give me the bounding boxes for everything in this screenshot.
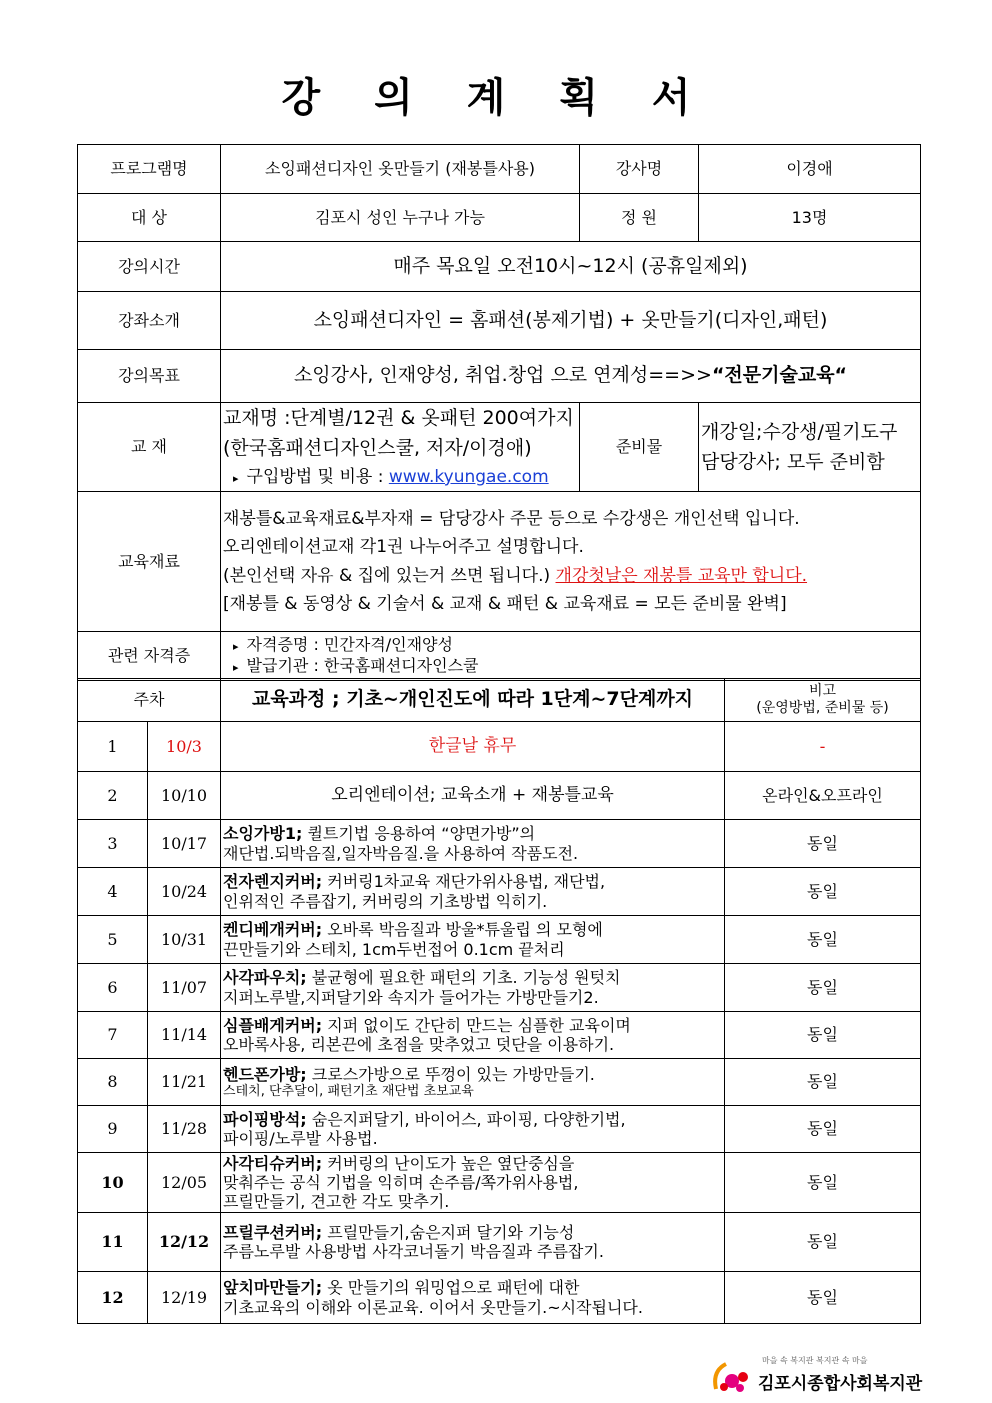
cert-line-2: ▸ 발급기관 : 한국홈패션디자인스쿨 xyxy=(223,656,918,677)
course-line-1 xyxy=(223,1016,722,1035)
course-desc-1: 퀼트기법 응용하여 “양면가방”의 xyxy=(302,824,536,844)
course-content xyxy=(221,1012,725,1059)
course-content xyxy=(221,820,725,868)
instructor-value: 이경애 xyxy=(699,145,921,194)
course-note: 동일 xyxy=(725,1059,921,1106)
week-date: 11/07 xyxy=(148,964,221,1012)
week-date: 12/05 xyxy=(148,1153,221,1213)
course-title: 사각티슈커버; xyxy=(223,1153,323,1173)
textbook-label: 교 재 xyxy=(78,403,221,492)
goal-text: 소잉강사, 인재양성, 취업.창업 으로 연계성==>> xyxy=(293,364,712,387)
week-date: 12/19 xyxy=(148,1272,221,1324)
course-note: - xyxy=(725,722,921,772)
course-note: 동일 xyxy=(725,1106,921,1153)
week-number: 4 xyxy=(78,868,148,916)
week-number: 10 xyxy=(78,1153,148,1213)
week-number: 7 xyxy=(78,1012,148,1059)
course-line-1 xyxy=(223,1065,722,1084)
course-desc-2: 재단법.되박음질,일자박음질.을 사용하여 작품도전. xyxy=(223,843,579,863)
schedule-row xyxy=(78,916,921,964)
goal-value xyxy=(221,350,921,403)
course-desc-1: 옷 만들기의 워밍업으로 패턴에 대한 xyxy=(322,1278,580,1298)
schedule-row xyxy=(78,964,921,1012)
textbook-line-2: (한국홈패션디자인스쿨, 저자/이경애) xyxy=(223,437,532,460)
week-number: 12 xyxy=(78,1272,148,1324)
time-label: 강의시간 xyxy=(78,242,221,292)
course-desc-1: 크로스가방으로 뚜껑이 있는 가방만들기. xyxy=(306,1064,595,1084)
org-logo xyxy=(706,1353,926,1399)
material-line-2: 오리엔테이션교재 각1권 나누어주고 설명합니다. xyxy=(223,537,584,558)
course-content xyxy=(221,1213,725,1272)
week-date: 10/31 xyxy=(148,916,221,964)
material-label: 교육재료 xyxy=(78,492,221,632)
schedule-row xyxy=(78,722,921,772)
goal-emphasis: “전문기술교육“ xyxy=(711,364,848,387)
course-desc-1: 커버링의 난이도가 높은 옆단중심을 xyxy=(322,1153,575,1173)
course-note: 동일 xyxy=(725,916,921,964)
prep-label: 준비물 xyxy=(580,403,699,492)
course-header: 교육과정 ; 기초~개인진도에 따라 1단계~7단계까지 xyxy=(221,679,725,722)
course-desc-2: 끈만들기와 스테치, 1cm두번접어 0.1cm 끝처리 xyxy=(223,939,565,959)
course-content xyxy=(221,1153,725,1213)
course-line-1 xyxy=(223,920,722,939)
week-number: 3 xyxy=(78,820,148,868)
course-note: 온라인&오프라인 xyxy=(725,772,921,820)
logo-mark-icon xyxy=(710,1359,754,1395)
schedule-row xyxy=(78,1012,921,1059)
course-note: 동일 xyxy=(725,868,921,916)
textbook-purchase-text: 구입방법 및 비용 : xyxy=(246,466,384,487)
course-note: 동일 xyxy=(725,964,921,1012)
material-value xyxy=(221,492,921,632)
course-desc-2: 인위적인 주름잡기, 커버링의 기초방법 익히기. xyxy=(223,891,548,911)
material-line-3-text: (본인선택 자유 & 집에 있는거 쓰면 됩니다.) xyxy=(223,565,551,586)
course-title: 켄디베개커버; xyxy=(223,920,323,940)
course-title: 헨드폰가방; xyxy=(223,1064,307,1084)
textbook-line-3 xyxy=(223,464,577,491)
program-value: 소잉패션디자인 옷만들기 (재봉틀사용) xyxy=(221,145,580,194)
target-value: 김포시 성인 누구나 가능 xyxy=(221,194,580,242)
textbook-value xyxy=(221,403,580,492)
course-desc-1: 숨은지퍼달기, 바이어스, 파이핑, 다양한기법, xyxy=(306,1109,626,1129)
week-date: 10/24 xyxy=(148,868,221,916)
prep-value xyxy=(699,403,921,492)
course-title: 소잉가방1; xyxy=(223,824,303,844)
week-number: 2 xyxy=(78,772,148,820)
course-line-1 xyxy=(223,968,722,987)
course-title: 앞치마만들기; xyxy=(223,1278,323,1298)
course-desc-2: 지퍼노루발,지퍼달기와 속지가 들어가는 가방만들기2. xyxy=(223,987,599,1007)
course-content: 오리엔테이션; 교육소개 + 재봉틀교육 xyxy=(221,772,725,820)
week-date: 11/28 xyxy=(148,1106,221,1153)
material-line-1: 재봉틀&교육재료&부자재 = 담당강사 주문 등으로 수강생은 개인선택 입니다. xyxy=(223,509,800,530)
week-header: 주차 xyxy=(78,679,221,722)
week-number: 8 xyxy=(78,1059,148,1106)
course-content xyxy=(221,868,725,916)
intro-value: 소잉패션디자인 = 홈패션(봉제기법) + 옷만들기(디자인,패턴) xyxy=(221,292,921,350)
course-line-1 xyxy=(223,1110,722,1129)
course-desc-2: 파이핑/노루발 사용법. xyxy=(223,1129,378,1148)
course-line-1 xyxy=(223,1278,722,1297)
course-line-1 xyxy=(223,872,722,891)
course-desc-2: 스테치, 단추달이, 패턴기초 재단법 초보교육 xyxy=(223,1083,474,1099)
cert-label: 관련 자격증 xyxy=(78,632,221,681)
course-content xyxy=(221,1106,725,1153)
capacity-label: 정 원 xyxy=(580,194,699,242)
course-title: 전자렌지커버; xyxy=(223,872,323,892)
course-title: 심플배게커버; xyxy=(223,1015,323,1035)
prep-line-1: 개강일;수강생/필기도구 xyxy=(701,420,898,443)
week-number: 9 xyxy=(78,1106,148,1153)
program-label: 프로그램명 xyxy=(78,145,221,194)
logo-name: 김포시종합사회복지관 xyxy=(758,1374,923,1394)
course-line-1 xyxy=(223,824,722,843)
schedule-row xyxy=(78,868,921,916)
week-date: 11/14 xyxy=(148,1012,221,1059)
schedule-table xyxy=(77,678,921,1324)
week-date: 10/3 xyxy=(148,722,221,772)
textbook-link[interactable]: www.kyungae.com xyxy=(388,466,549,487)
course-desc-1: 오바록 박음질과 방울*튜울립 의 모형에 xyxy=(322,920,603,940)
course-note: 동일 xyxy=(725,1153,921,1213)
week-number: 6 xyxy=(78,964,148,1012)
note-header-2: (운영방법, 준비물 등) xyxy=(756,700,889,716)
course-content xyxy=(221,964,725,1012)
course-content xyxy=(221,916,725,964)
cert-value xyxy=(221,632,921,681)
week-number: 1 xyxy=(78,722,148,772)
note-header-1: 비고 xyxy=(808,683,837,700)
course-note: 동일 xyxy=(725,1012,921,1059)
cert-line-1: ▸ 자격증명 : 민간자격/인재양성 xyxy=(223,635,918,656)
course-desc-1: 프릴만들기,숨은지퍼 달기와 기능성 xyxy=(322,1222,575,1242)
schedule-row xyxy=(78,772,921,820)
course-content xyxy=(221,1059,725,1106)
schedule-row xyxy=(78,1153,921,1213)
capacity-value: 13명 xyxy=(699,194,921,242)
schedule-row xyxy=(78,1106,921,1153)
instructor-label: 강사명 xyxy=(580,145,699,194)
course-desc-2: 기초교육의 이해와 이론교육. 이어서 옷만들기.~시작됩니다. xyxy=(223,1297,643,1317)
course-title: 사각파우치; xyxy=(223,968,307,988)
page-title: 강 의 계 획 서 xyxy=(281,74,711,121)
course-desc-2: 주름노루발 사용방법 사각코너돌기 박음질과 주름잡기. xyxy=(223,1242,604,1261)
course-title: 프릴쿠션커버; xyxy=(223,1222,323,1242)
note-header xyxy=(725,679,921,722)
course-desc-2: 오바록사용, 리본끈에 초점을 맞추었고 덧단을 이용하기. xyxy=(223,1035,615,1054)
schedule-row xyxy=(78,820,921,868)
course-content: 한글날 휴무 xyxy=(221,722,725,772)
week-date: 12/12 xyxy=(148,1213,221,1272)
course-content xyxy=(221,1272,725,1324)
schedule-row xyxy=(78,1272,921,1324)
course-note: 동일 xyxy=(725,820,921,868)
week-date: 10/17 xyxy=(148,820,221,868)
prep-line-2: 담당강사; 모두 준비함 xyxy=(701,451,885,473)
course-title: 파이핑방석; xyxy=(223,1109,307,1129)
time-value: 매주 목요일 오전10시~12시 (공휴일제외) xyxy=(221,242,921,292)
course-desc-1: 지퍼 없이도 간단히 만드는 심플한 교육이며 xyxy=(322,1015,631,1035)
course-desc-1: 불균형에 필요한 패턴의 기초. 기능성 원텃치 xyxy=(306,968,621,988)
material-line-4: [재봉틀 & 동영상 & 기술서 & 교재 & 패턴 & 교육재료 = 모든 준비물 완벽] xyxy=(223,593,787,614)
course-desc-2: 맞춰주는 공식 기법을 익히며 손주름/쪽가위사용법, xyxy=(223,1172,579,1192)
week-date: 11/21 xyxy=(148,1059,221,1106)
course-line-1 xyxy=(223,1223,722,1242)
week-number: 5 xyxy=(78,916,148,964)
logo-tagline: 마을 속 복지관 복지관 속 마을 xyxy=(762,1356,868,1365)
textbook-line-1: 교재명 :단계별/12권 & 옷패턴 200여가지 xyxy=(223,407,574,430)
course-desc-3: 프릴만들기, 견고한 각도 맞추기. xyxy=(223,1192,450,1212)
intro-label: 강좌소개 xyxy=(78,292,221,350)
course-note: 동일 xyxy=(725,1213,921,1272)
goal-label: 강의목표 xyxy=(78,350,221,403)
week-date: 10/10 xyxy=(148,772,221,820)
material-warning: 개강첫날은 재봉틀 교육만 합니다. xyxy=(555,565,808,586)
course-line-1 xyxy=(223,1154,722,1173)
target-label: 대 상 xyxy=(78,194,221,242)
week-number: 11 xyxy=(78,1213,148,1272)
course-note: 동일 xyxy=(725,1272,921,1324)
material-line-3 xyxy=(223,562,918,590)
course-desc-1: 커버링1차교육 재단가위사용법, 재단법, xyxy=(322,872,606,892)
schedule-row xyxy=(78,1213,921,1272)
info-table xyxy=(77,144,921,681)
schedule-row xyxy=(78,1059,921,1106)
